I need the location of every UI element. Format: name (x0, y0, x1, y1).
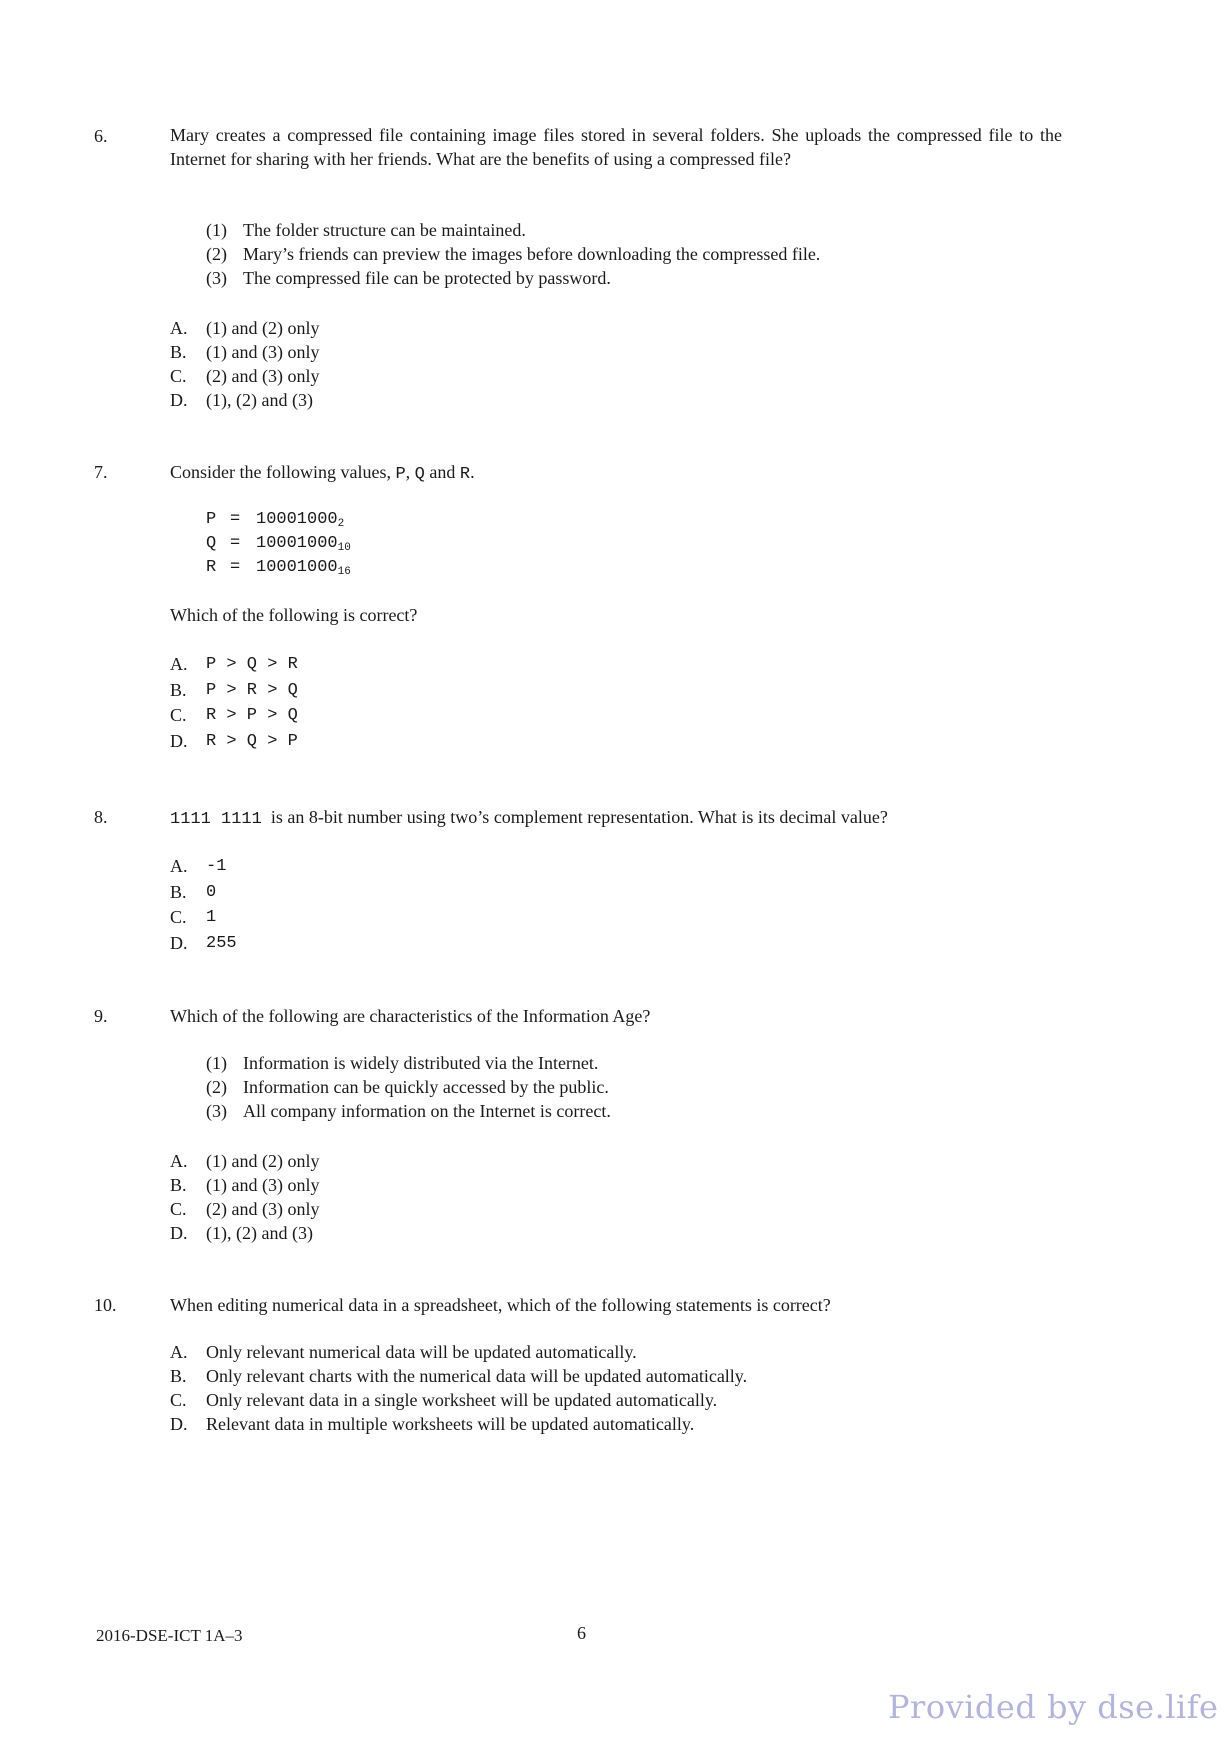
option-text: 1 (206, 908, 217, 927)
option-text: (1), (2) and (3) (206, 390, 313, 410)
equals-sign: = (230, 534, 241, 553)
statement-text: The folder structure can be maintained. (243, 220, 526, 240)
option-letter: B. (170, 882, 187, 902)
question-number: 10. (94, 1295, 117, 1315)
option-letter: C. (170, 705, 187, 725)
option-letter: D. (170, 933, 188, 953)
option-text: Relevant data in multiple worksheets will be updated automatically. (206, 1414, 695, 1434)
statement-text: Information can be quickly accessed by the public. (243, 1077, 609, 1097)
statement-text: Mary’s friends can preview the images before downloading the compressed file. (243, 244, 821, 264)
option-text: Only relevant numerical data will be updated automatically. (206, 1342, 637, 1362)
option-letter: D. (170, 731, 188, 751)
value-label: R (206, 558, 217, 577)
value-base: 2 (337, 518, 345, 530)
question-prompt: Which of the following is correct? (170, 605, 418, 625)
option-letter: D. (170, 390, 188, 410)
page-number: 6 (577, 1623, 586, 1643)
question-stem (170, 805, 888, 832)
option-letter: D. (170, 1223, 188, 1243)
option-text: R > Q > P (206, 732, 298, 751)
variable-r: R (459, 465, 471, 484)
option-letter: C. (170, 1390, 187, 1410)
stem-text: is an 8-bit number using two’s complement representation. What is its decimal value? (270, 807, 888, 827)
statement-number: (3) (206, 268, 227, 288)
option-letter: A. (170, 318, 188, 338)
value-base: 10 (337, 542, 351, 554)
statement-number: (3) (206, 1101, 227, 1121)
option-letter: A. (170, 654, 188, 674)
option-letter: B. (170, 1175, 187, 1195)
option-letter: C. (170, 907, 187, 927)
option-letter: D. (170, 1414, 188, 1434)
value-digits: 10001000 (256, 510, 338, 529)
question-number: 8. (94, 807, 108, 827)
stem-text: . (470, 462, 475, 482)
statement-text: Information is widely distributed via the Internet. (243, 1053, 599, 1073)
statement-number: (1) (206, 220, 227, 240)
watermark: Provided by dse.life (888, 1688, 1219, 1726)
option-letter: B. (170, 680, 187, 700)
option-text: (1) and (2) only (206, 1151, 320, 1171)
option-text: Only relevant charts with the numerical data will be updated automatically. (206, 1366, 748, 1386)
statement-number: (2) (206, 244, 227, 264)
option-text: -1 (206, 857, 227, 876)
option-text: P > Q > R (206, 655, 298, 674)
question-number: 7. (94, 462, 108, 482)
option-text: Only relevant data in a single worksheet will be updated automatically. (206, 1390, 718, 1410)
value-label: P (206, 510, 217, 529)
question-stem: When editing numerical data in a spreadsheet, which of the following statements is correct? (170, 1295, 831, 1315)
statement-number: (1) (206, 1053, 227, 1073)
question-number: 6. (94, 126, 108, 146)
option-text: (2) and (3) only (206, 1199, 320, 1219)
stem-text: , (405, 462, 415, 482)
value-base: 16 (337, 566, 351, 578)
value-digits: 10001000 (256, 558, 338, 577)
option-letter: C. (170, 1199, 187, 1219)
option-letter: B. (170, 1366, 187, 1386)
equals-sign: = (230, 558, 241, 577)
statement-number: (2) (206, 1077, 227, 1097)
option-text: (1) and (3) only (206, 1175, 320, 1195)
option-letter: C. (170, 366, 187, 386)
exam-code: 2016-DSE-ICT 1A–3 (96, 1626, 243, 1645)
option-text: P > R > Q (206, 681, 298, 700)
question-stem: Which of the following are characteristics of the Information Age? (170, 1006, 651, 1026)
value-digits: 10001000 (256, 534, 338, 553)
option-text: (2) and (3) only (206, 366, 320, 386)
option-text: (1), (2) and (3) (206, 1223, 313, 1243)
value-number (256, 556, 351, 584)
option-text: (1) and (3) only (206, 342, 320, 362)
equals-sign: = (230, 510, 241, 529)
option-text: (1) and (2) only (206, 318, 320, 338)
question-stem: Mary creates a compressed file containing image files stored in several folders. She uploads the compressed file to the Internet for sharing with her friends. What are the benefits of using a compressed file? (170, 125, 1062, 169)
question-number: 9. (94, 1006, 108, 1026)
stem-text: Consider the following values, (170, 462, 396, 482)
option-letter: A. (170, 856, 188, 876)
option-text: 0 (206, 883, 217, 902)
binary-code: 1111 1111 (170, 810, 262, 829)
question-stem (170, 460, 475, 487)
option-letter: A. (170, 1342, 188, 1362)
stem-text: and (424, 462, 460, 482)
statement-text: All company information on the Internet is correct. (243, 1101, 611, 1121)
option-text: 255 (206, 934, 237, 953)
statement-text: The compressed file can be protected by password. (243, 268, 611, 288)
value-label: Q (206, 534, 217, 553)
variable-p: P (395, 465, 406, 484)
option-text: R > P > Q (206, 706, 298, 725)
option-letter: A. (170, 1151, 188, 1171)
variable-q: Q (414, 465, 425, 484)
option-letter: B. (170, 342, 187, 362)
